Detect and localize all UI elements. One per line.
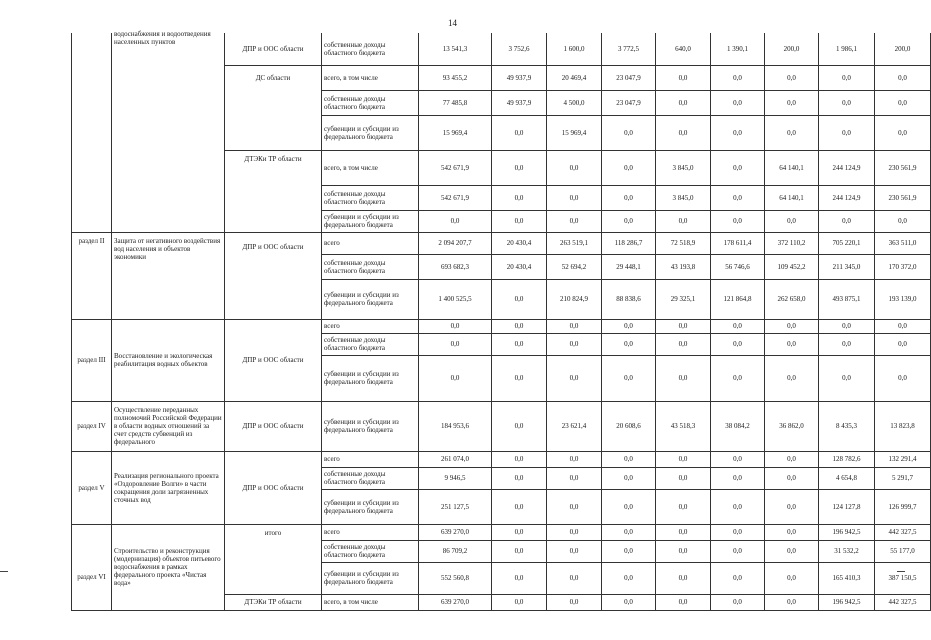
- name-cell: Реализация регионального проекта «Оздоровление Волги» в части сокращения доли загрязненных сточных вод: [112, 451, 225, 524]
- value-cell: 0,0: [875, 65, 931, 90]
- value-cell: 0,0: [875, 210, 931, 232]
- value-cell: 200,0: [875, 33, 931, 65]
- value-cell: 43 518,3: [656, 401, 711, 451]
- value-cell: 9 946,5: [419, 467, 492, 489]
- value-cell: 8 435,3: [819, 401, 875, 451]
- value-cell: 363 511,0: [875, 232, 931, 254]
- value-cell: 211 345,0: [819, 254, 875, 279]
- value-cell: 0,0: [711, 185, 765, 210]
- value-cell: 0,0: [492, 319, 547, 333]
- value-cell: 2 094 207,7: [419, 232, 492, 254]
- source-cell: всего, в том числе: [322, 65, 419, 90]
- value-cell: 0,0: [492, 333, 547, 355]
- source-cell: собственные доходы областного бюджета: [322, 254, 419, 279]
- value-cell: 0,0: [419, 333, 492, 355]
- value-cell: 0,0: [875, 115, 931, 150]
- value-cell: 0,0: [656, 319, 711, 333]
- value-cell: 0,0: [602, 540, 656, 562]
- value-cell: 0,0: [602, 524, 656, 540]
- source-cell: всего: [322, 451, 419, 467]
- page-number: 14: [448, 18, 457, 28]
- value-cell: 0,0: [547, 185, 602, 210]
- name-text: водоснабжения и водоотведения населенных пунктов: [114, 30, 211, 46]
- value-cell: 184 953,6: [419, 401, 492, 451]
- value-cell: 55 177,0: [875, 540, 931, 562]
- value-cell: 132 291,4: [875, 451, 931, 467]
- source-cell: собственные доходы областного бюджета: [322, 333, 419, 355]
- value-cell: 0,0: [656, 524, 711, 540]
- value-cell: 4 654,8: [819, 467, 875, 489]
- value-cell: 0,0: [602, 355, 656, 401]
- value-cell: 165 410,3: [819, 562, 875, 594]
- value-cell: 52 694,2: [547, 254, 602, 279]
- value-cell: 0,0: [819, 355, 875, 401]
- value-cell: 1 390,1: [711, 33, 765, 65]
- table-row: [72, 401, 931, 451]
- budget-table: [71, 30, 931, 611]
- table-row: [72, 451, 931, 467]
- value-cell: 88 838,6: [602, 279, 656, 319]
- value-cell: 0,0: [656, 489, 711, 524]
- value-cell: 0,0: [492, 562, 547, 594]
- name-cell: Восстановление и экологическая реабилитация водных объектов: [112, 319, 225, 401]
- value-cell: 0,0: [419, 319, 492, 333]
- value-cell: 0,0: [875, 319, 931, 333]
- value-cell: 244 124,9: [819, 150, 875, 185]
- value-cell: 0,0: [765, 65, 819, 90]
- value-cell: 542 671,9: [419, 185, 492, 210]
- value-cell: 0,0: [492, 210, 547, 232]
- value-cell: 0,0: [547, 150, 602, 185]
- value-cell: 72 518,9: [656, 232, 711, 254]
- value-cell: 128 782,6: [819, 451, 875, 467]
- value-cell: 196 942,5: [819, 524, 875, 540]
- value-cell: 0,0: [765, 540, 819, 562]
- value-cell: 0,0: [711, 90, 765, 115]
- value-cell: 0,0: [602, 319, 656, 333]
- table-row: [72, 524, 931, 540]
- value-cell: 0,0: [492, 401, 547, 451]
- source-cell: всего, в том числе: [322, 150, 419, 185]
- value-cell: 0,0: [656, 210, 711, 232]
- value-cell: 20 608,6: [602, 401, 656, 451]
- value-cell: 0,0: [819, 319, 875, 333]
- source-cell: субвенции и субсидии из федерального бюджета: [322, 489, 419, 524]
- value-cell: 0,0: [711, 65, 765, 90]
- value-cell: 0,0: [547, 467, 602, 489]
- value-cell: 56 746,6: [711, 254, 765, 279]
- name-cell: Строительство и реконструкция (модернизация) объектов питьевого водоснабжения в рамках федерального проекта «Чистая вода»: [112, 524, 225, 610]
- value-cell: 0,0: [492, 594, 547, 610]
- value-cell: 0,0: [765, 467, 819, 489]
- value-cell: 0,0: [711, 210, 765, 232]
- section-cell: раздел IV: [72, 401, 112, 451]
- value-cell: 3 772,5: [602, 33, 656, 65]
- source-cell: субвенции и субсидии из федерального бюджета: [322, 355, 419, 401]
- value-cell: 170 372,0: [875, 254, 931, 279]
- section-cell: раздел V: [72, 451, 112, 524]
- value-cell: 0,0: [656, 562, 711, 594]
- value-cell: 29 325,1: [656, 279, 711, 319]
- value-cell: 0,0: [602, 489, 656, 524]
- value-cell: 244 124,9: [819, 185, 875, 210]
- section-cell: [72, 33, 112, 232]
- value-cell: 15 969,4: [419, 115, 492, 150]
- value-cell: 64 140,1: [765, 185, 819, 210]
- value-cell: 0,0: [492, 185, 547, 210]
- value-cell: 0,0: [547, 210, 602, 232]
- value-cell: 251 127,5: [419, 489, 492, 524]
- executor-cell: ДТЭКи ТР области: [225, 594, 322, 610]
- name-cell: Осуществление переданных полномочий Российской Федерации в области водных отношений за счет средств субвенций из федерального: [112, 401, 225, 451]
- source-cell: всего: [322, 232, 419, 254]
- value-cell: 0,0: [765, 562, 819, 594]
- executor-cell: ДПР и ООС области: [225, 319, 322, 401]
- value-cell: 705 220,1: [819, 232, 875, 254]
- value-cell: 442 327,5: [875, 594, 931, 610]
- value-cell: 263 519,1: [547, 232, 602, 254]
- value-cell: 3 845,0: [656, 150, 711, 185]
- source-cell: всего, в том числе: [322, 594, 419, 610]
- value-cell: 0,0: [602, 467, 656, 489]
- value-cell: 13 541,3: [419, 33, 492, 65]
- value-cell: 109 452,2: [765, 254, 819, 279]
- value-cell: 0,0: [602, 210, 656, 232]
- value-cell: 0,0: [547, 524, 602, 540]
- value-cell: 178 611,4: [711, 232, 765, 254]
- value-cell: 0,0: [547, 355, 602, 401]
- value-cell: 0,0: [656, 90, 711, 115]
- value-cell: 261 074,0: [419, 451, 492, 467]
- value-cell: 0,0: [602, 185, 656, 210]
- value-cell: 387 150,5: [875, 562, 931, 594]
- value-cell: 0,0: [765, 451, 819, 467]
- value-cell: 693 682,3: [419, 254, 492, 279]
- source-cell: собственные доходы областного бюджета: [322, 90, 419, 115]
- value-cell: 23 047,9: [602, 90, 656, 115]
- value-cell: 0,0: [711, 540, 765, 562]
- value-cell: 0,0: [547, 594, 602, 610]
- value-cell: 0,0: [765, 489, 819, 524]
- value-cell: 0,0: [711, 355, 765, 401]
- value-cell: 0,0: [765, 594, 819, 610]
- table-row: [72, 319, 931, 333]
- value-cell: 0,0: [492, 524, 547, 540]
- value-cell: 0,0: [602, 562, 656, 594]
- value-cell: 0,0: [656, 333, 711, 355]
- value-cell: 0,0: [547, 451, 602, 467]
- value-cell: 0,0: [656, 467, 711, 489]
- table-row: [72, 232, 931, 254]
- value-cell: 0,0: [492, 150, 547, 185]
- source-cell: собственные доходы областного бюджета: [322, 467, 419, 489]
- source-cell: всего: [322, 319, 419, 333]
- value-cell: 1 400 525,5: [419, 279, 492, 319]
- value-cell: 0,0: [765, 524, 819, 540]
- name-cell: [112, 30, 225, 232]
- value-cell: 3 752,6: [492, 33, 547, 65]
- value-cell: 15 969,4: [547, 115, 602, 150]
- value-cell: 0,0: [819, 333, 875, 355]
- value-cell: 20 430,4: [492, 254, 547, 279]
- value-cell: 0,0: [711, 594, 765, 610]
- value-cell: 0,0: [656, 115, 711, 150]
- source-cell: всего: [322, 524, 419, 540]
- value-cell: 0,0: [547, 319, 602, 333]
- value-cell: 0,0: [492, 489, 547, 524]
- value-cell: 0,0: [547, 333, 602, 355]
- value-cell: 640,0: [656, 33, 711, 65]
- value-cell: 542 671,9: [419, 150, 492, 185]
- source-cell: субвенции и субсидии из федерального бюджета: [322, 210, 419, 232]
- section-cell: раздел VI: [72, 524, 112, 610]
- value-cell: 0,0: [602, 150, 656, 185]
- value-cell: 262 658,0: [765, 279, 819, 319]
- source-cell: собственные доходы областного бюджета: [322, 185, 419, 210]
- value-cell: 0,0: [875, 333, 931, 355]
- source-cell: субвенции и субсидии из федерального бюджета: [322, 279, 419, 319]
- value-cell: 0,0: [875, 90, 931, 115]
- value-cell: 0,0: [819, 115, 875, 150]
- value-cell: 0,0: [711, 319, 765, 333]
- value-cell: 0,0: [711, 451, 765, 467]
- value-cell: 93 455,2: [419, 65, 492, 90]
- value-cell: 0,0: [492, 451, 547, 467]
- value-cell: 230 561,9: [875, 185, 931, 210]
- value-cell: 0,0: [711, 333, 765, 355]
- value-cell: 0,0: [547, 540, 602, 562]
- value-cell: 200,0: [765, 33, 819, 65]
- value-cell: 86 709,2: [419, 540, 492, 562]
- executor-cell: ДТЭКи ТР области: [225, 150, 322, 232]
- value-cell: 193 139,0: [875, 279, 931, 319]
- value-cell: 77 485,8: [419, 90, 492, 115]
- source-cell: субвенции и субсидии из федерального бюджета: [322, 115, 419, 150]
- source-cell: собственные доходы областного бюджета: [322, 33, 419, 65]
- value-cell: 126 999,7: [875, 489, 931, 524]
- value-cell: 552 560,8: [419, 562, 492, 594]
- source-cell: собственные доходы областного бюджета: [322, 540, 419, 562]
- value-cell: 0,0: [656, 594, 711, 610]
- value-cell: 0,0: [765, 319, 819, 333]
- value-cell: 0,0: [547, 489, 602, 524]
- executor-cell: ДПР и ООС области: [225, 232, 322, 319]
- value-cell: 0,0: [492, 279, 547, 319]
- value-cell: 0,0: [419, 210, 492, 232]
- value-cell: 20 430,4: [492, 232, 547, 254]
- value-cell: 0,0: [711, 467, 765, 489]
- value-cell: 0,0: [711, 489, 765, 524]
- value-cell: 49 937,9: [492, 90, 547, 115]
- value-cell: 639 270,0: [419, 524, 492, 540]
- value-cell: 0,0: [875, 355, 931, 401]
- value-cell: 0,0: [765, 210, 819, 232]
- value-cell: 121 864,8: [711, 279, 765, 319]
- value-cell: 0,0: [819, 210, 875, 232]
- left-edge-mark: [0, 571, 8, 572]
- executor-cell: ДПР и ООС области: [225, 33, 322, 65]
- value-cell: 442 327,5: [875, 524, 931, 540]
- value-cell: 0,0: [602, 333, 656, 355]
- source-cell: субвенции и субсидии из федерального бюджета: [322, 562, 419, 594]
- section-cell: раздел III: [72, 319, 112, 401]
- value-cell: 372 110,2: [765, 232, 819, 254]
- value-cell: 196 942,5: [819, 594, 875, 610]
- value-cell: 0,0: [492, 467, 547, 489]
- value-cell: 43 193,8: [656, 254, 711, 279]
- value-cell: 1 986,1: [819, 33, 875, 65]
- value-cell: 0,0: [819, 65, 875, 90]
- value-cell: 64 140,1: [765, 150, 819, 185]
- value-cell: 0,0: [765, 90, 819, 115]
- value-cell: 230 561,9: [875, 150, 931, 185]
- table-row: [72, 33, 931, 65]
- value-cell: 0,0: [547, 562, 602, 594]
- source-cell: субвенции и субсидии из федерального бюджета: [322, 401, 419, 451]
- executor-cell: итого: [225, 524, 322, 594]
- value-cell: 20 469,4: [547, 65, 602, 90]
- value-cell: 118 286,7: [602, 232, 656, 254]
- value-cell: 3 845,0: [656, 185, 711, 210]
- value-cell: 639 270,0: [419, 594, 492, 610]
- value-cell: 23 621,4: [547, 401, 602, 451]
- value-cell: 0,0: [602, 115, 656, 150]
- value-cell: 493 875,1: [819, 279, 875, 319]
- value-cell: 0,0: [492, 355, 547, 401]
- value-cell: 29 448,1: [602, 254, 656, 279]
- value-cell: 0,0: [656, 451, 711, 467]
- value-cell: 0,0: [711, 150, 765, 185]
- value-cell: 0,0: [492, 115, 547, 150]
- value-cell: 23 047,9: [602, 65, 656, 90]
- value-cell: 0,0: [419, 355, 492, 401]
- value-cell: 36 862,0: [765, 401, 819, 451]
- value-cell: 0,0: [711, 115, 765, 150]
- value-cell: 0,0: [765, 115, 819, 150]
- executor-cell: ДС области: [225, 65, 322, 150]
- executor-cell: ДПР и ООС области: [225, 401, 322, 451]
- value-cell: 49 937,9: [492, 65, 547, 90]
- value-cell: 0,0: [492, 540, 547, 562]
- value-cell: 1 600,0: [547, 33, 602, 65]
- value-cell: 0,0: [656, 355, 711, 401]
- value-cell: 210 824,9: [547, 279, 602, 319]
- name-cell: Защита от негативного воздействия вод населения и объектов экономики: [112, 232, 225, 319]
- value-cell: 124 127,8: [819, 489, 875, 524]
- value-cell: 0,0: [602, 451, 656, 467]
- value-cell: 0,0: [765, 333, 819, 355]
- value-cell: 38 084,2: [711, 401, 765, 451]
- value-cell: 0,0: [711, 524, 765, 540]
- value-cell: 0,0: [656, 65, 711, 90]
- value-cell: 0,0: [602, 594, 656, 610]
- value-cell: 4 500,0: [547, 90, 602, 115]
- value-cell: 0,0: [765, 355, 819, 401]
- value-cell: 31 532,2: [819, 540, 875, 562]
- value-cell: 0,0: [819, 90, 875, 115]
- value-cell: 13 823,8: [875, 401, 931, 451]
- value-cell: 0,0: [656, 540, 711, 562]
- executor-cell: ДПР и ООС области: [225, 451, 322, 524]
- value-cell: 0,0: [711, 562, 765, 594]
- section-cell: раздел II: [72, 232, 112, 319]
- value-cell: 5 291,7: [875, 467, 931, 489]
